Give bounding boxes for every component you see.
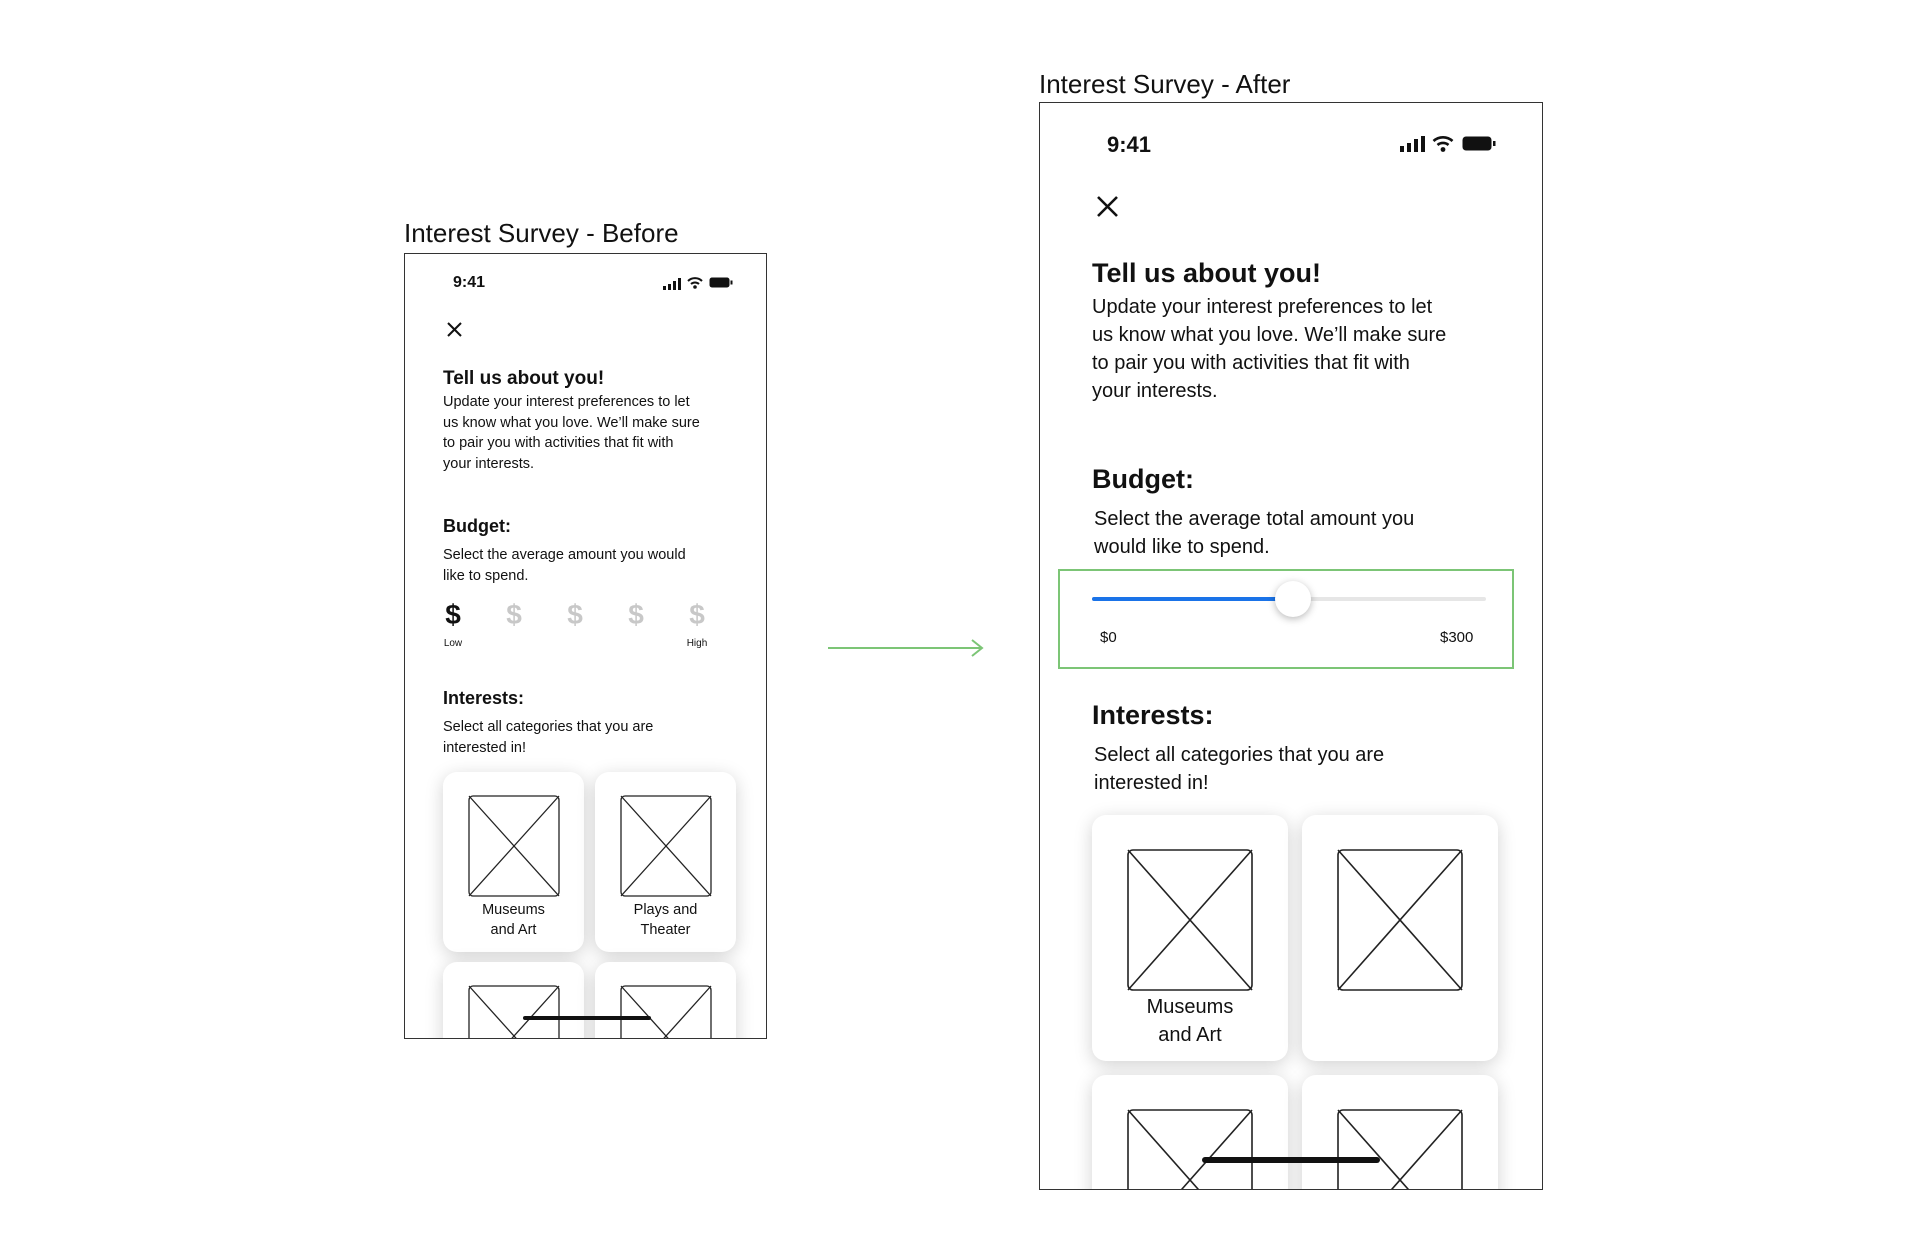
card-label-line: and Art xyxy=(490,922,537,938)
interest-card[interactable] xyxy=(1302,815,1498,1061)
budget-level-1[interactable]: $ xyxy=(445,599,461,630)
image-placeholder-icon xyxy=(468,795,560,897)
budget-level-5[interactable]: $ xyxy=(689,599,705,630)
card-label-line: Museums xyxy=(482,902,545,918)
image-placeholder-icon xyxy=(1127,1109,1253,1190)
intro-line: to pair you with activities that fit with xyxy=(1092,352,1410,374)
interests-desc-line: Select all categories that you are xyxy=(443,719,654,735)
home-indicator[interactable] xyxy=(523,1016,651,1020)
interest-card-museums[interactable] xyxy=(1092,815,1288,1061)
intro-line: us know what you love. We’ll make sure xyxy=(1092,324,1447,346)
slider-min-label: $0 xyxy=(1100,629,1117,646)
intro-line: Update your interest preferences to let xyxy=(443,394,690,410)
image-placeholder-icon xyxy=(1337,849,1463,991)
slider-max-label: $300 xyxy=(1440,629,1474,646)
image-placeholder-icon xyxy=(620,795,712,897)
before-frame-title: Interest Survey - Before xyxy=(404,218,679,248)
interests-desc-line: Select all categories that you are xyxy=(1094,744,1385,766)
slider-thumb[interactable] xyxy=(1275,581,1311,617)
interest-card-museums[interactable] xyxy=(443,772,584,952)
arrow-right-icon xyxy=(826,636,986,660)
image-placeholder-icon xyxy=(1337,1109,1463,1190)
slider-fill xyxy=(1092,597,1293,601)
page-heading: Tell us about you! xyxy=(443,368,605,389)
image-placeholder-icon xyxy=(468,985,560,1039)
signal-icon xyxy=(1400,136,1426,152)
budget-level-3[interactable]: $ xyxy=(567,599,583,630)
image-placeholder-icon xyxy=(620,985,712,1039)
before-phone-screen xyxy=(404,253,767,1039)
budget-title: Budget: xyxy=(443,516,511,536)
after-frame-title: Interest Survey - After xyxy=(1039,69,1291,99)
interest-card[interactable] xyxy=(1092,1075,1288,1190)
intro-line: your interests. xyxy=(1092,380,1218,402)
budget-description xyxy=(1094,505,1414,561)
status-time: 9:41 xyxy=(453,274,486,291)
interests-description xyxy=(1094,741,1384,797)
page-heading: Tell us about you! xyxy=(1092,258,1321,288)
close-icon[interactable] xyxy=(446,321,463,338)
interests-title: Interests: xyxy=(1092,700,1214,730)
intro-text xyxy=(1092,293,1446,405)
after-phone-screen xyxy=(1039,102,1543,1190)
interests-description xyxy=(443,717,653,758)
wifi-icon xyxy=(1432,134,1454,152)
budget-title: Budget: xyxy=(1092,464,1194,494)
wifi-icon xyxy=(687,276,703,289)
image-placeholder-icon xyxy=(1127,849,1253,991)
battery-icon xyxy=(709,277,733,288)
budget-level-2[interactable]: $ xyxy=(506,599,522,630)
status-time: 9:41 xyxy=(1107,132,1152,157)
interest-card-theater[interactable] xyxy=(595,772,736,952)
budget-level-4[interactable]: $ xyxy=(628,599,644,630)
budget-slider[interactable] xyxy=(1092,579,1486,621)
interests-desc-line: interested in! xyxy=(1094,772,1209,794)
budget-desc-line: Select the average total amount you xyxy=(1094,508,1415,530)
card-label xyxy=(595,900,736,940)
card-label xyxy=(443,900,584,940)
home-indicator[interactable] xyxy=(1202,1157,1380,1163)
card-label-line: and Art xyxy=(1158,1024,1222,1046)
signal-icon xyxy=(663,278,683,290)
intro-text xyxy=(443,392,700,474)
card-label-line: Museums xyxy=(1146,996,1234,1018)
intro-line: your interests. xyxy=(443,455,535,472)
budget-high-label: High xyxy=(686,638,708,649)
interest-card[interactable] xyxy=(595,962,736,1039)
budget-desc-line: would like to spend. xyxy=(1094,536,1270,558)
budget-desc-line: like to spend. xyxy=(443,567,529,584)
interests-desc-line: interested in! xyxy=(443,739,527,756)
battery-icon xyxy=(1462,136,1496,151)
interests-title: Interests: xyxy=(443,688,525,708)
card-label xyxy=(1092,993,1288,1049)
intro-line: Update your interest preferences to let xyxy=(1092,296,1433,318)
card-label-line: Plays and xyxy=(633,902,698,918)
budget-low-label: Low xyxy=(443,638,463,649)
close-icon[interactable] xyxy=(1096,195,1119,218)
interest-card[interactable] xyxy=(443,962,584,1039)
interest-card[interactable] xyxy=(1302,1075,1498,1190)
intro-line: us know what you love. We’ll make sure xyxy=(443,414,700,431)
budget-description xyxy=(443,545,686,586)
intro-line: to pair you with activities that fit with xyxy=(443,435,674,451)
budget-desc-line: Select the average amount you would xyxy=(443,547,686,563)
card-label-line: Theater xyxy=(640,922,691,938)
